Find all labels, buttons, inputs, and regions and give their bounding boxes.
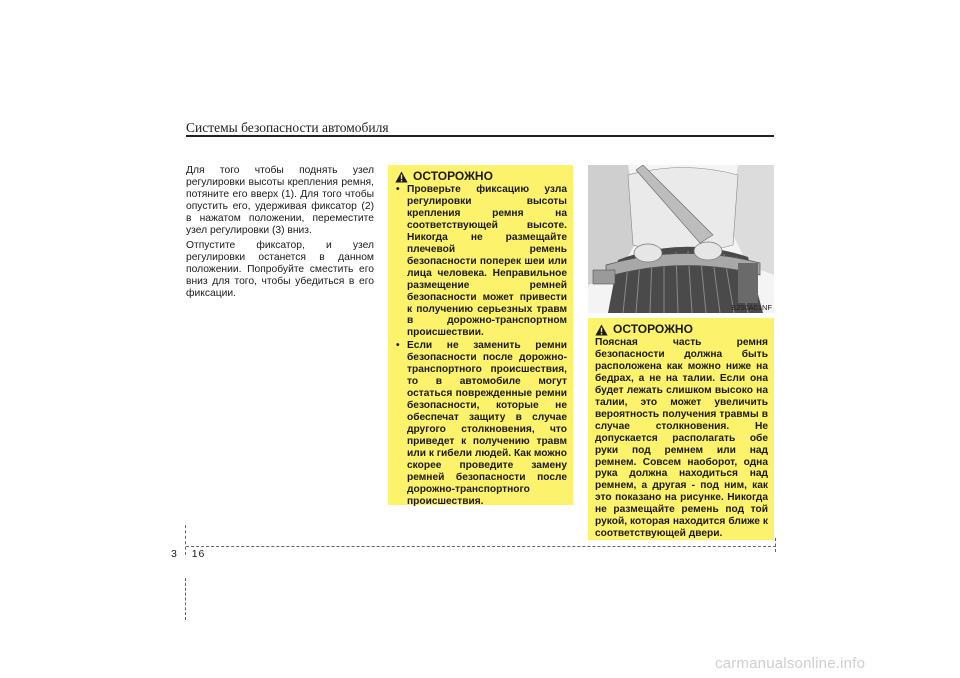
bullet-mark: • [396, 340, 400, 352]
crop-mark [775, 538, 776, 552]
warning-item-text: Проверьте фиксацию узла регулировки высоты крепления ремня на соответствующей высоте. Никогда не размещайте плечевой ремень безопасности поперек шеи или лица человека. Неправильное размещение ремней безопасности может привести к получению серьезных травм в дорожно-транспортном происшествии. [407, 184, 567, 339]
warning-list-item [395, 184, 567, 339]
page-number [171, 548, 205, 560]
footer-rule [186, 546, 776, 547]
instruction-paragraph-2: Отпустите фиксатор, и узел регулировки останется в данном положении. Попробуйте сместить его вниз для того, чтобы убедиться в его фиксации. [186, 240, 374, 300]
warning-box-2 [588, 318, 774, 540]
warning-title: ОСТОРОЖНО [413, 169, 493, 184]
page-header-title: Системы безопасности автомобиля [186, 120, 389, 135]
seatbelt-photo-icon [588, 165, 774, 313]
figure-code: B200A01NF [731, 303, 772, 312]
warning-list [395, 184, 567, 508]
warning-triangle-icon [395, 171, 408, 183]
seatbelt-illustration [588, 165, 774, 313]
header-rule [186, 135, 774, 137]
bullet-mark: • [396, 184, 400, 195]
left-column-text [186, 165, 374, 304]
warning-body: Поясная часть ремня безопасности должна быть расположена как можно ниже на бедрах, а не на талии. Если она будет лежать слишком высоко на талии, это может увеличить вероятность получения травмы в случае столкновения. Не допускается располагать обе руки под ремнем или над ремнем. Совсем наоборот, одна рука должна находиться над ремнем, а другая - под ним, как это показано на рисунке. Никогда не размещайте ремень под той рукой, которая находится ближе к соответствующей двери. [595, 337, 768, 540]
warning-header [395, 171, 567, 183]
page-number-value: 16 [191, 548, 206, 560]
chapter-number: 3 [171, 548, 178, 560]
crop-mark [185, 578, 186, 620]
watermark-text: carmanualsonline.info [715, 655, 866, 672]
warning-item-text: Если не заменить ремни безопасности после дорожно-транспортного происшествия, то в автомобиле могут остаться поврежденные ремни безопасности, которые не обеспечат защиту в случае другого столкновения, что приведет к получению травм или к гибели людей. Как можно скорее проведите замену ремней безопасности после дорожно-транспортного происшествия. [407, 340, 567, 507]
warning-triangle-icon [595, 324, 608, 336]
warning-header [595, 324, 768, 336]
warning-box-1 [388, 165, 573, 505]
instruction-paragraph-1: Для того чтобы поднять узел регулировки высоты крепления ремня, потяните его вверх (1). Для того чтобы опустить его, удерживая фиксатор (2) в нажатом положении, переместите узел регулировки (3) вниз. [186, 165, 374, 236]
warning-title: ОСТОРОЖНО [613, 322, 693, 337]
warning-list-item [395, 340, 567, 507]
